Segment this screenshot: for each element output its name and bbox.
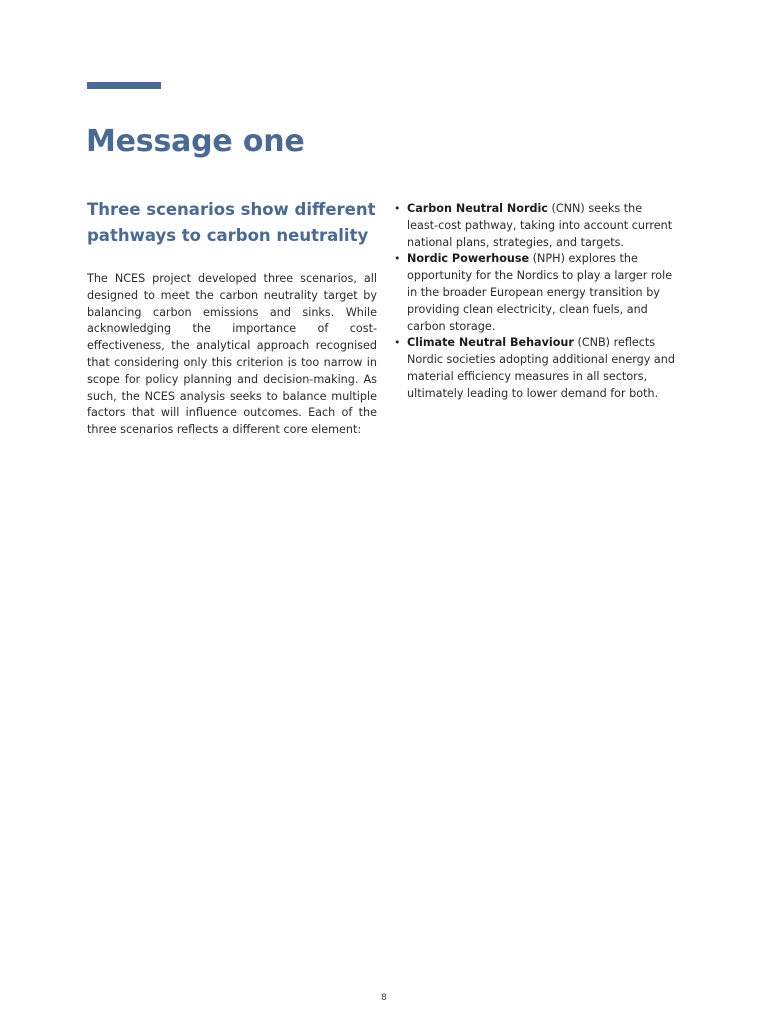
bullet-icon: •: [394, 252, 401, 266]
bullet-icon: •: [394, 336, 401, 350]
scenario-description: (CNN) seeks the least-cost pathway, taking into account current national plans, strategies, and targets.: [407, 202, 673, 249]
page-title: Message one: [86, 124, 305, 159]
left-column: [87, 197, 377, 439]
scenario-description: (CNB) reflects Nordic societies adopting additional energy and material efficiency measures in all sectors, ultimately leading to lower demand for both.: [407, 336, 675, 400]
bullet-icon: •: [394, 202, 401, 215]
scenario-name: Carbon Neutral Nordic: [407, 202, 548, 215]
list-item-nph: [393, 251, 675, 335]
accent-bar: [87, 82, 161, 89]
section-subheading: Three scenarios show different pathways to carbon neutrality: [87, 200, 376, 245]
right-column: [393, 201, 675, 403]
scenario-description: (NPH) explores the opportunity for the Nordics to play a larger role in the broader European energy transition by providing clean electricity, clean fuels, and carbon storage.: [407, 252, 673, 333]
page-number: 8: [381, 993, 387, 1003]
list-item-cnb: [393, 335, 675, 402]
scenario-name: Nordic Powerhouse: [407, 252, 530, 266]
scenario-list: [393, 201, 675, 403]
body-paragraph: The NCES project developed three scenarios, all designed to meet the carbon neutrality target by balancing carbon emissions and sinks. While acknowledging the importance of cost-effectiveness, the analytical approach recognised that considering only this criterion is too narrow in scope for policy planning and decision-making. As such, the NCES analysis seeks to balance multiple factors that will influence outcomes. Each of the three scenarios reflects a different core element:: [87, 272, 377, 437]
list-item-cnn: [393, 201, 675, 251]
scenario-name: Climate Neutral Behaviour: [407, 336, 574, 350]
